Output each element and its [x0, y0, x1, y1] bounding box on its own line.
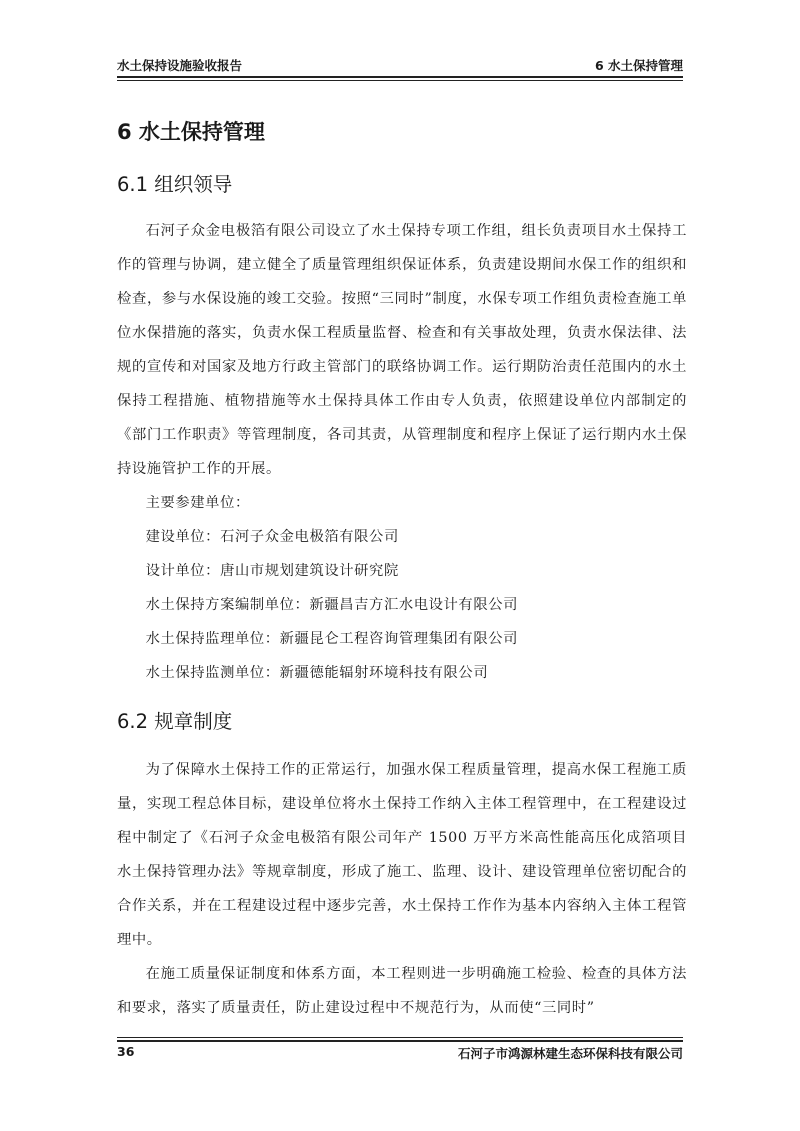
page-number: 36: [117, 1044, 135, 1059]
section-title-regulations: 6.2 规章制度: [117, 710, 233, 733]
header-report-title: 水土保持设施验收报告: [117, 58, 243, 73]
footer-company-name: 石河子市鸿源林建生态环保科技有限公司: [457, 1046, 683, 1061]
participant-item: 水土保持监测单位：新疆德能辐射环境科技有限公司: [145, 665, 489, 681]
participants-heading: 主要参建单位：: [145, 495, 250, 511]
header-divider: [117, 76, 683, 78]
organization-paragraph: 石河子众金电极箔有限公司设立了水土保持专项工作组，组长负责项目水土保持工作的管理与协调，建立健全了质量管理组织保证体系，负责建设期间水保工作的组织和检查，参与水保设施的竣工交验。按照“三同时”制度，水保专项工作组负责检查施工单位水保措施的落实，负责水保工程质量监督、检查和有关事故处理，负责水保法律、法规的宣传和对国家及地方行政主管部门的联络协调工作。运行期防治责任范围内的水土保持工程措施、植物措施等水土保持具体工作由专人负责，依照建设单位内部制定的《部门工作职责》等管理制度，各司其责，从管理制度和程序上保证了运行期内水土保持设施管护工作的开展。: [117, 223, 687, 477]
section-body-regulations: [117, 753, 687, 1025]
header-chapter-title: 6 水土保持管理: [594, 58, 683, 73]
section-body-organization: [117, 214, 687, 690]
header-divider-thin: [117, 80, 683, 81]
chapter-title: 6 水土保持管理: [117, 120, 265, 144]
participant-item: 建设单位：石河子众金电极箔有限公司: [145, 529, 399, 545]
page-header: [117, 52, 683, 78]
page-content: [117, 112, 687, 1025]
participant-item: 设计单位：唐山市规划建筑设计研究院: [145, 563, 399, 579]
participant-item: 水土保持方案编制单位：新疆昌吉方汇水电设计有限公司: [145, 597, 519, 613]
participant-item: 水土保持监理单位：新疆昆仑工程咨询管理集团有限公司: [145, 631, 519, 647]
regulations-paragraph: 在施工质量保证制度和体系方面，本工程则进一步明确施工检验、检查的具体方法和要求，落实了质量责任，防止建设过程中不规范行为，从而使“三同时”: [117, 966, 687, 1016]
regulations-paragraph: 为了保障水土保持工作的正常运行，加强水保工程质量管理，提高水保工程施工质量，实现工程总体目标，建设单位将水土保持工作纳入主体工程管理中，在工程建设过程中制定了《石河子众金电极箔有限公司年产 1500 万平方米高性能高压化成箔项目水土保持管理办法》等规章制度，形成了施工、监理、设计、建设管理单位密切配合的合作关系，并在工程建设过程中逐步完善，水土保持工作作为基本内容纳入主体工程管理中。: [117, 762, 687, 948]
section-title-organization: 6.1 组织领导: [117, 173, 233, 196]
page-footer: [117, 1044, 683, 1064]
footer-divider: [117, 1040, 683, 1042]
footer-divider-thin: [117, 1037, 683, 1038]
